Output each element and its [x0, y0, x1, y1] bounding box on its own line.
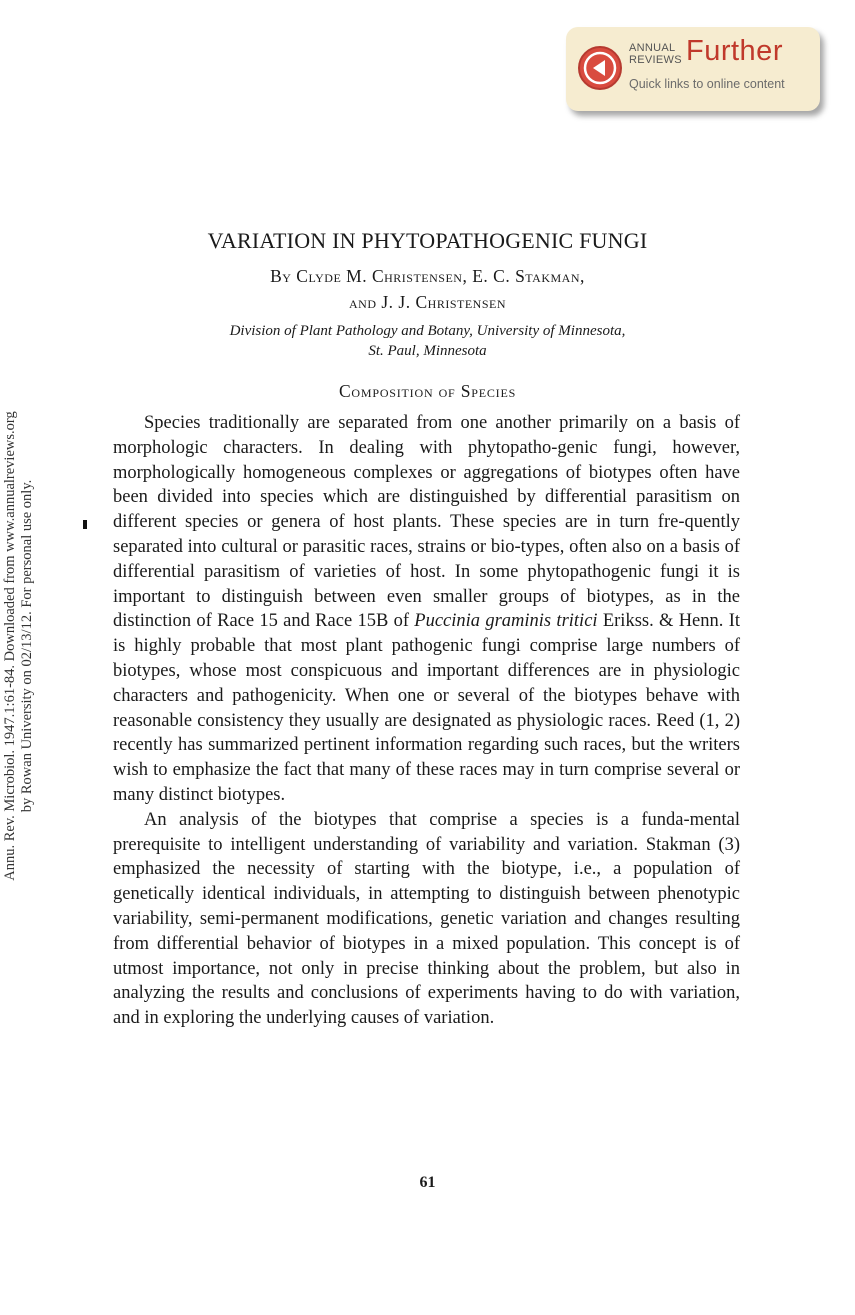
watermark-line-2: by Rowan University on 02/13/12. For personal use only.: [19, 479, 35, 813]
species-name: Puccinia graminis tritici: [414, 611, 598, 632]
page-number: 61: [419, 1174, 436, 1191]
affiliation-line-1: Division of Plant Pathology and Botany, University of Minnesota,: [229, 323, 626, 339]
margin-marker: [83, 520, 87, 529]
paragraph-1: Species traditionally are separated from one another primarily on a basis of morphologic characters. In dealing with phytopatho-genic fungi, however, morphologically homogeneous complexes or aggregations of biotypes often have been divided into species which are distinguished by differential parasitism on different species or genera of host plants. These species are in turn fre-quently separated into cultural or parasitic races, strains or bio-types, often also on a basis of differential parasitism of varieties of host. In some phytopathogenic fungi it is important to distinguish between even smaller groups of biotypes, as in the distinction of Race 15 and Race 15B of Puccinia graminis tritici Erikss. & Henn. It is highly probable that most plant pathogenic fungi comprise large numbers of biotypes, whose most conspicuous and important differences are in physiologic characters and pathogenicity. When one or several of the biotypes behave with reasonable consistency they usually are designated as physiologic races. Reed (1, 2) recently has summarized pertinent information regarding such races, but the writers wish to emphasize the fact that many of these races may in turn comprise several or many distinct biotypes.: [113, 413, 740, 805]
article-title: VARIATION IN PHYTOPATHOGENIC FUNGI: [207, 228, 648, 253]
further-badge[interactable]: [566, 27, 820, 111]
further-label: Further: [686, 35, 783, 67]
quick-links-text: Quick links to online content: [629, 77, 785, 91]
section-heading: Composition of Species: [338, 381, 517, 401]
annual-reviews-logo: ANNUAL REVIEWS: [629, 42, 682, 66]
paragraph-2: An analysis of the biotypes that comprise a species is a funda-mental prerequisite to intelligent understanding of variability and variation. Stakman (3) emphasized the necessity of starting with the biotype, i.e., a population of genetically identical individuals, in attempting to distinguish between phenotypic variability, semi-permanent modifications, genetic variation and changes resulting from differential behavior of biotypes in a mixed population. This concept is of utmost importance, not only in precise thinking about the problem, but also in analyzing the results and conclusions of experiments having to do with variation, and in exploring the underlying causes of variation.: [113, 809, 740, 1029]
download-watermark: [2, 366, 36, 926]
authors-line-2: and J. J. Christensen: [348, 292, 506, 312]
affiliation-line-2: St. Paul, Minnesota: [368, 343, 487, 359]
watermark-line-1: Annu. Rev. Microbiol. 1947.1:61-84. Downloaded from www.annualreviews.org: [2, 411, 18, 881]
article-body: [113, 411, 740, 1031]
play-back-icon: [578, 46, 622, 90]
authors-line-1: By Clyde M. Christensen, E. C. Stakman,: [270, 266, 585, 286]
